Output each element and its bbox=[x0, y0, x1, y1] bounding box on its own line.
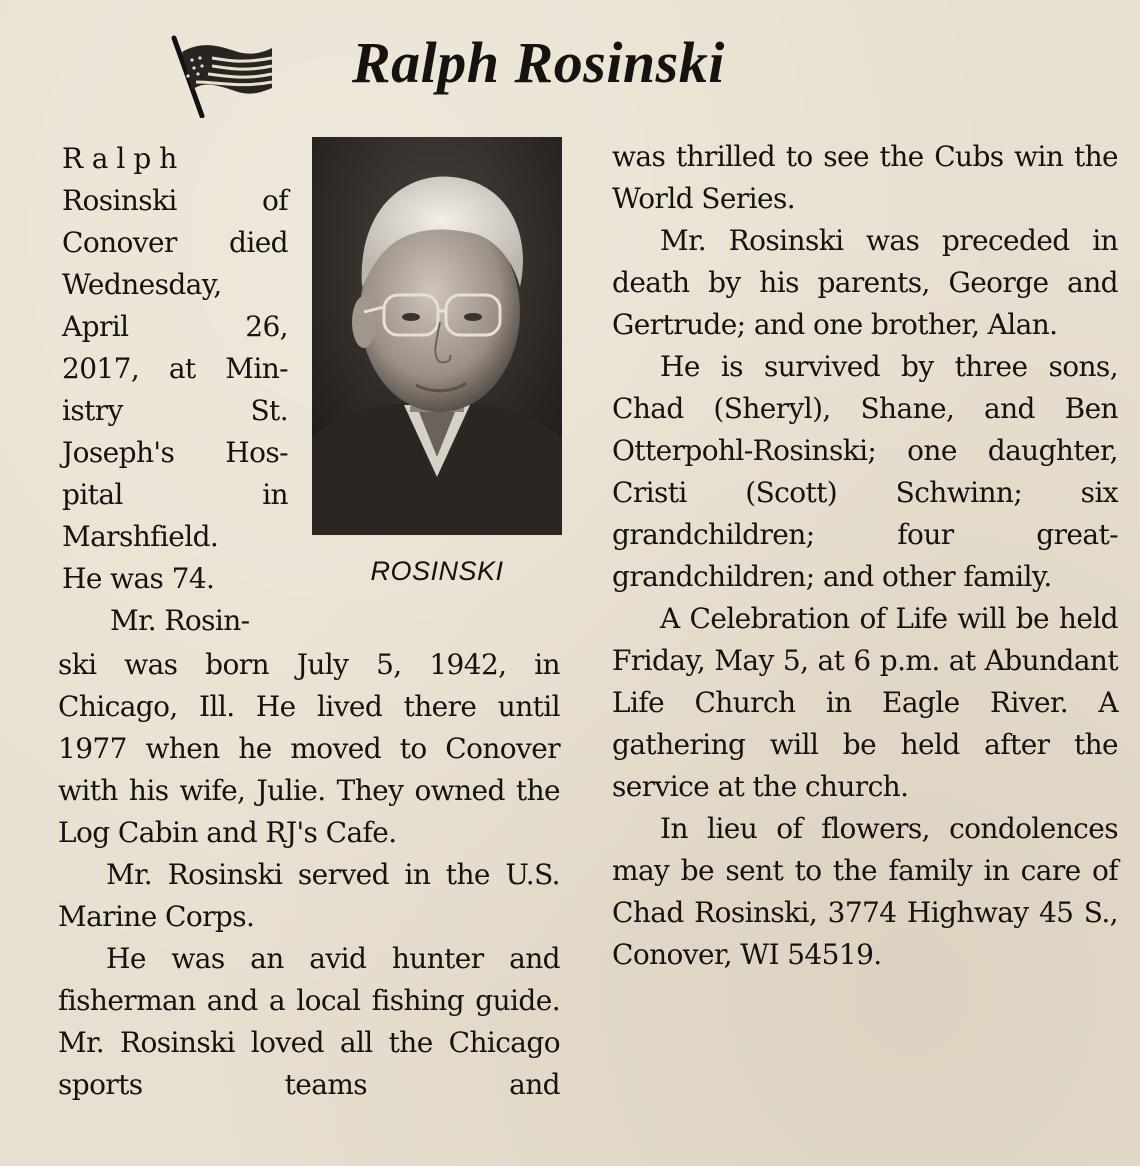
paragraph: He was an avid hunter and fisherman and a local fishing guide. Mr. Rosinski loved all the Chicago sports teams and bbox=[58, 942, 560, 1101]
left-narrow-column bbox=[62, 138, 288, 642]
paragraph: was thrilled to see the Cubs win the World Series. bbox=[612, 140, 1118, 215]
paragraph: Mr. Rosinski was preceded in death by his parents, George and Gertrude; and one brother, Alan. bbox=[612, 224, 1118, 341]
text-line: April 26, bbox=[62, 310, 288, 343]
right-column bbox=[612, 136, 1118, 976]
portrait-image bbox=[312, 137, 562, 535]
left-wide-column bbox=[58, 644, 560, 1106]
text-line: He was 74. bbox=[62, 562, 215, 595]
text-line: Joseph's Hos- bbox=[62, 436, 288, 469]
obituary-header bbox=[0, 18, 1140, 108]
text-line: Mr. Rosin- bbox=[110, 604, 250, 637]
paragraph: ski was born July 5, 1942, in Chicago, Ill. He lived there until 1977 when he moved to Conover with his wife, Julie. They owned the Log Cabin and RJ's Cafe. bbox=[58, 648, 560, 849]
photo-caption: ROSINSKI bbox=[370, 556, 504, 586]
text-line: Marshfield. bbox=[62, 520, 219, 553]
portrait-photo bbox=[312, 137, 562, 535]
text-line: Conover died bbox=[62, 226, 288, 259]
text-line: Rosinski of bbox=[62, 184, 288, 217]
text-line: istry St. bbox=[62, 394, 288, 427]
paragraph: In lieu of flowers, condolences may be sent to the family in care of Chad Rosinski, 3774 Highway 45 S., Conover, WI 54519. bbox=[612, 812, 1118, 971]
obituary-title: Ralph Rosinski bbox=[352, 30, 725, 95]
paragraph: Mr. Rosinski served in the U.S. Marine Corps. bbox=[58, 858, 560, 933]
text-line: 2017, at Min- bbox=[62, 352, 288, 385]
paragraph: He is survived by three sons, Chad (Sheryl), Shane, and Ben Otterpohl-Rosinski; one daughter, Cristi (Scott) Schwinn; six grandchildren; four great-grandchildren; and other family. bbox=[612, 350, 1118, 593]
text-line: Wednesday, bbox=[62, 268, 222, 301]
text-line: Ralph bbox=[62, 142, 186, 175]
text-line: pital in bbox=[62, 478, 288, 511]
us-flag-icon bbox=[168, 32, 276, 118]
paragraph: A Celebration of Life will be held Friday, May 5, at 6 p.m. at Abundant Life Church in Eagle River. A gathering will be held after the service at the church. bbox=[612, 602, 1118, 803]
